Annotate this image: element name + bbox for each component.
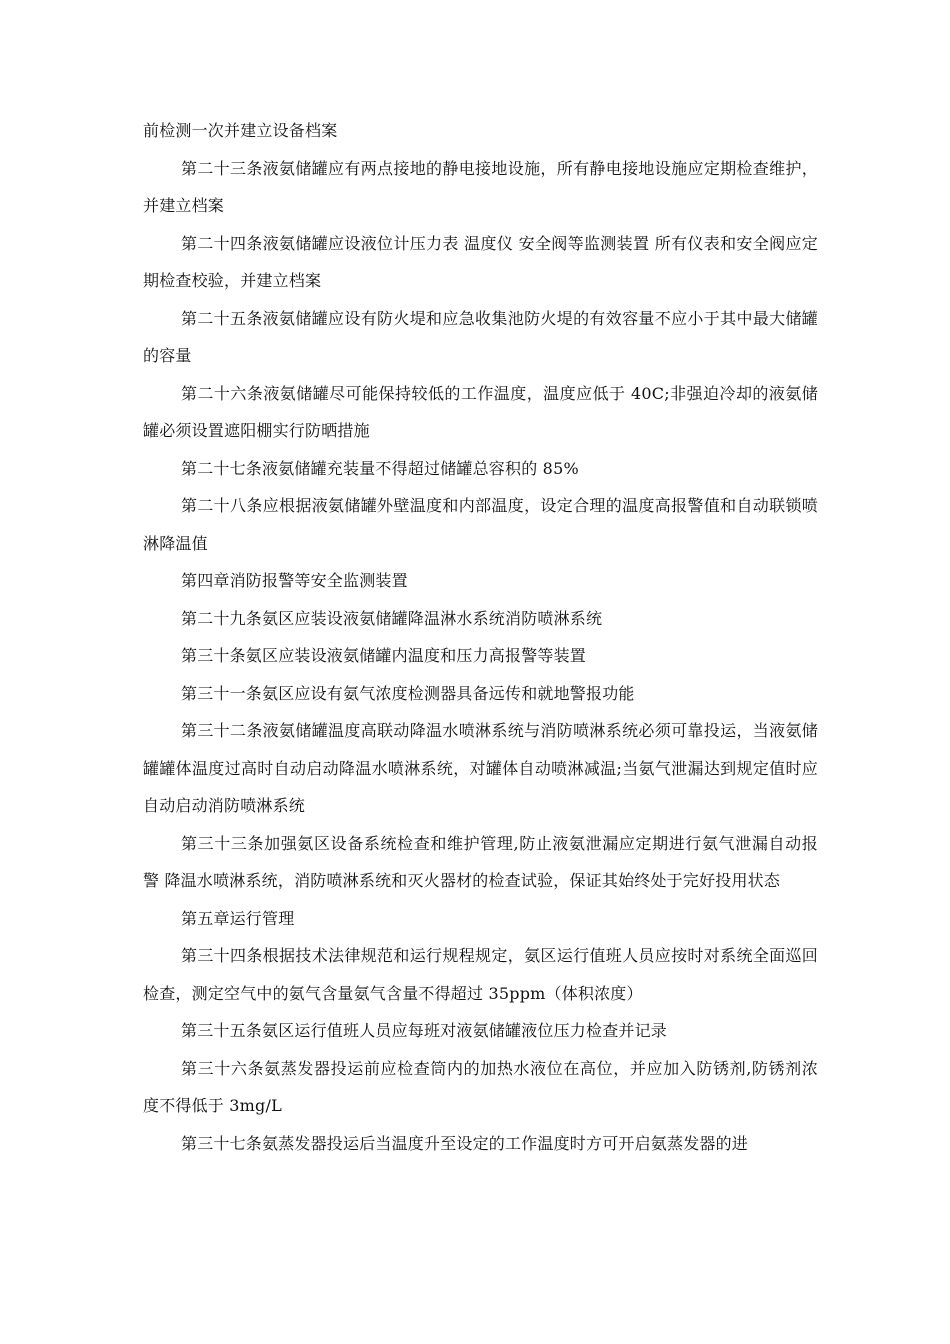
article-34: 第三十四条根据技术法律规范和运行规程规定，氨区运行值班人员应按时对系统全面巡回检查，测定空气中的氨气含量氨气含量不得超过 35ppm（体积浓度） [143,946,818,1003]
article-24: 第二十四条液氨储罐应设液位计压力表 温度仪 安全阀等监测装置 所有仪表和安全阀应定期检查校验，并建立档案 [143,233,818,290]
article-29: 第二十九条氨区应装设液氨储罐降温淋水系统消防喷淋系统 [181,608,603,628]
article-26: 第二十六条液氨储罐尽可能保持较低的工作温度，温度应低于 40C;非强迫冷却的液氨储罐必须设置遮阳棚实行防晒措施 [143,383,818,440]
chapter-5-heading: 第五章运行管理 [181,908,295,928]
document-body [143,112,818,1162]
article-32: 第三十二条液氨储罐温度高联动降温水喷淋系统与消防喷淋系统必须可靠投运，当液氨储罐罐体温度过高时自动启动降温水喷淋系统，对罐体自动喷淋减温;当氨气泄漏达到规定值时应自动启动消防喷淋系统 [143,721,818,815]
article-30: 第三十条氨区应装设液氨储罐内温度和压力高报警等装置 [181,646,587,665]
article-28: 第二十八条应根据液氨储罐外壁温度和内部温度，设定合理的温度高报警值和自动联锁喷淋降温值 [143,496,818,553]
article-25: 第二十五条液氨储罐应设有防火堤和应急收集池防火堤的有效容量不应小于其中最大储罐的容量 [143,308,818,365]
article-33: 第三十三条加强氨区设备系统检查和维护管理,防止液氨泄漏应定期进行氨气泄漏自动报警 降温水喷淋系统，消防喷淋系统和灭火器材的检查试验，保证其始终处于完好投用状态 [143,833,818,890]
article-36: 第三十六条氨蒸发器投运前应检查筒内的加热水液位在高位，并应加入防锈剂,防锈剂浓度不得低于 3mg/L [143,1058,818,1115]
paragraph-continuation: 前检测一次并建立设备档案 [143,121,338,140]
article-27: 第二十七条液氨储罐充装量不得超过储罐总容积的 85% [181,458,579,478]
article-37: 第三十七条氨蒸发器投运后当温度升至设定的工作温度时方可开启氨蒸发器的进 [181,1133,749,1153]
chapter-4-heading: 第四章消防报警等安全监测装置 [181,571,408,590]
article-31: 第三十一条氨区应设有氨气浓度检测器具备远传和就地警报功能 [181,683,635,703]
article-35: 第三十五条氨区运行值班人员应每班对液氨储罐液位压力检查并记录 [181,1021,668,1040]
article-23: 第二十三条液氨储罐应有两点接地的静电接地设施，所有静电接地设施应定期检查维护，并建立档案 [143,158,818,215]
